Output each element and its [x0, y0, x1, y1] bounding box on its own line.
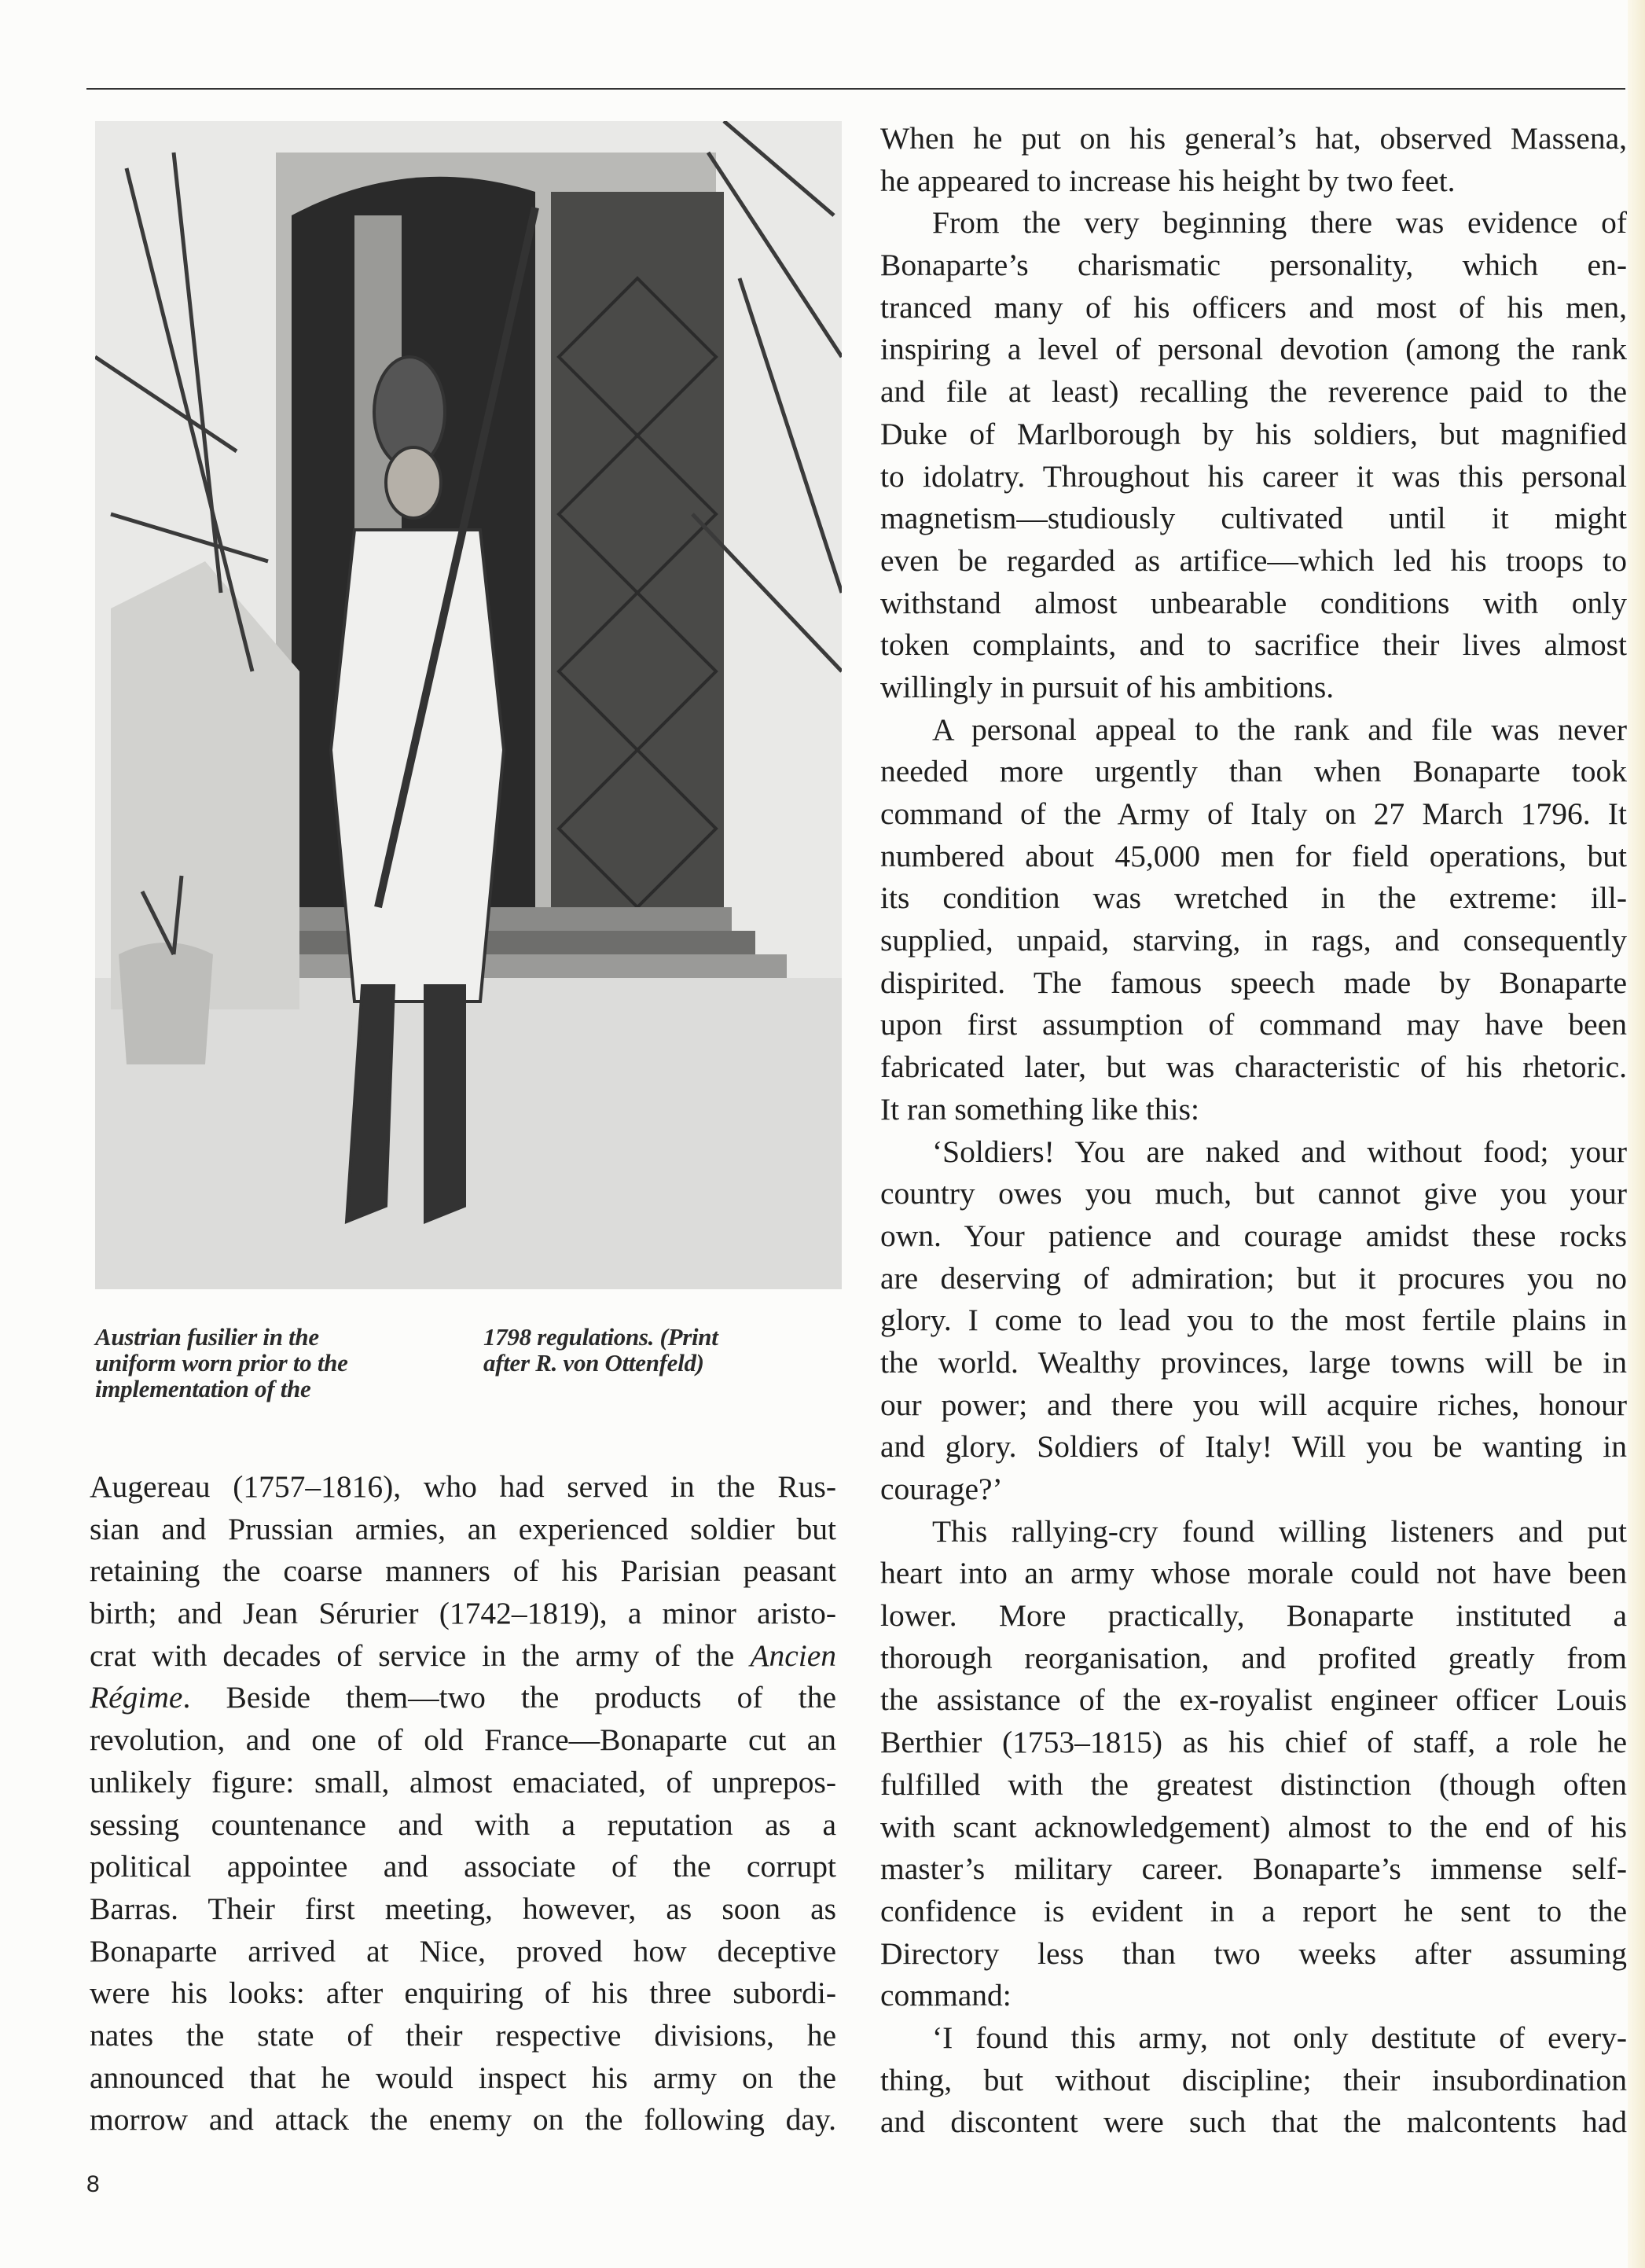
text-line: ‘Soldiers! You are naked and without food; your [932, 1134, 1627, 1169]
page-edge-shadow [1628, 0, 1645, 2268]
caption-line: after R. von Ottenfeld) [483, 1349, 704, 1377]
text-line: birth; and Jean Sérurier (1742–1819), a minor aristo- [90, 1596, 836, 1631]
text-line: Berthier (1753–1815) as his chief of staff, a role he [880, 1725, 1627, 1760]
text-line: token complaints, and to sacrifice their lives almost [880, 627, 1627, 663]
text-line: thing, but without discipline; their insubordination [880, 2062, 1627, 2097]
text-line: tranced many of his officers and most of his men, [880, 289, 1627, 325]
text-line: ‘I found this army, not only destitute of every- [932, 2020, 1627, 2055]
paragraph [880, 1131, 1627, 1511]
text-line: nates the state of their respective divisions, he [90, 2017, 836, 2053]
text-line: Bonaparte arrived at Nice, proved how deceptive [90, 1933, 836, 1968]
door [551, 192, 724, 970]
text-line: with scant acknowledgement) almost to the end of his [880, 1809, 1627, 1844]
text-line: unlikely figure: small, almost emaciated, of unprepos- [90, 1764, 836, 1799]
text-line: morrow and attack the enemy on the following day. [90, 2102, 836, 2138]
text-line: its condition was wretched in the extreme: ill- [880, 880, 1627, 916]
text-line: When he put on his general’s hat, observed Massena, [880, 121, 1627, 156]
text-line [90, 1635, 836, 1678]
paragraph [880, 2017, 1627, 2144]
text-line: command: [880, 1978, 1012, 2013]
text-line: and file at least) recalling the reverence paid to the [880, 374, 1627, 410]
text-line: supplied, unpaid, starving, in rags, and consequently [880, 923, 1627, 958]
text-line: fulfilled with the greatest distinction (though often [880, 1766, 1627, 1802]
header-rule [86, 88, 1625, 90]
text-line: Augereau (1757–1816), who had served in the Rus- [90, 1469, 836, 1504]
paragraph [880, 202, 1627, 708]
text-line: numbered about 45,000 men for field operations, but [880, 838, 1627, 873]
flower-pot [119, 943, 213, 1064]
caption-line: implementation of the [95, 1375, 311, 1402]
text-line: confidence is evident in a report he sent to the [880, 1893, 1627, 1928]
text-line: own. Your patience and courage amidst these rocks [880, 1218, 1627, 1253]
paragraph [880, 1511, 1627, 2017]
caption-line: Austrian fusilier in the [95, 1323, 319, 1351]
text-line: sian and Prussian armies, an experienced soldier but [90, 1511, 836, 1546]
illustration-austrian-fusilier [95, 121, 842, 1289]
text-line [90, 1677, 836, 1719]
text-line: This rallying-cry found willing listeners and put [932, 1513, 1627, 1549]
text-line: announced that he would inspect his army on the [90, 2060, 836, 2095]
text-line: It ran something like this: [880, 1091, 1199, 1127]
text-line: the world. Wealthy provinces, large towns will be in [880, 1344, 1627, 1380]
text-line: needed more urgently than when Bonaparte took [880, 754, 1627, 789]
text-line: retaining the coarse manners of his Parisian peasant [90, 1553, 836, 1589]
text-line: magnetism—studiously cultivated until it might [880, 501, 1627, 536]
text-line: Bonaparte’s charismatic personality, which en- [880, 248, 1627, 283]
text-line: country owes you much, but cannot give you your [880, 1176, 1627, 1211]
caption-line: 1798 regulations. (Print [483, 1323, 718, 1351]
page-number: 8 [86, 2171, 100, 2197]
text-segment: crat with decades of service in the army of the [90, 1638, 751, 1673]
text-line: and discontent were such that the malcontents had [880, 2104, 1627, 2140]
figure-caption-part-2 [483, 1324, 798, 1376]
text-line: courage?’ [880, 1472, 1003, 1506]
text-line: heart into an army whose morale could not have been [880, 1556, 1627, 1591]
text-line: master’s military career. Bonaparte’s immense self- [880, 1851, 1627, 1887]
text-line: From the very beginning there was evidence of [932, 205, 1627, 241]
text-line: sessing countenance and with a reputation as a [90, 1807, 836, 1842]
text-segment: . Beside them—two the products of the [182, 1680, 836, 1715]
text-line: are deserving of admiration; but it procures you no [880, 1260, 1627, 1296]
paragraph [880, 118, 1627, 202]
text-line: and glory. Soldiers of Italy! Will you be wanting in [880, 1429, 1627, 1465]
italic-text: Ancien [750, 1638, 836, 1673]
caption-line: uniform worn prior to the [95, 1349, 348, 1377]
text-line: even be regarded as artifice—which led his troops to [880, 542, 1627, 578]
text-line: fabricated later, but was characteristic of his rhetoric. [880, 1049, 1627, 1085]
text-line: the assistance of the ex-royalist engineer officer Louis [880, 1682, 1627, 1718]
text-line: withstand almost unbearable conditions with only [880, 585, 1627, 620]
figure-caption-part-1 [95, 1324, 394, 1402]
text-line: revolution, and one of old France—Bonaparte cut an [90, 1722, 836, 1758]
text-line: thorough reorganisation, and profited greatly from [880, 1640, 1627, 1675]
left-text-column [90, 1466, 836, 2141]
text-line: our power; and there you will acquire riches, honour [880, 1387, 1627, 1422]
text-line: lower. More practically, Bonaparte instituted a [880, 1598, 1627, 1634]
text-line: were his looks: after enquiring of his three subordi- [90, 1976, 836, 2011]
text-line: he appeared to increase his height by two feet. [880, 163, 1456, 198]
text-line: upon first assumption of command may have been [880, 1007, 1627, 1042]
text-line: political appointee and associate of the corrupt [90, 1849, 836, 1884]
right-text-column [880, 118, 1627, 2144]
text-line: Barras. Their first meeting, however, as soon as [90, 1891, 836, 1926]
text-line: Duke of Marlborough by his soldiers, but magnified [880, 416, 1627, 451]
text-line: command of the Army of Italy on 27 March 1796. It [880, 796, 1627, 831]
text-line: glory. I come to lead you to the most fertile plains in [880, 1303, 1627, 1338]
text-line: inspiring a level of personal devotion (among the rank [880, 332, 1627, 367]
text-line: to idolatry. Throughout his career it was this personal [880, 458, 1627, 494]
text-line: dispirited. The famous speech made by Bonaparte [880, 965, 1627, 1000]
text-line: Directory less than two weeks after assuming [880, 1935, 1627, 1971]
paragraph [90, 1466, 836, 2141]
text-line: A personal appeal to the rank and file was never [932, 711, 1627, 747]
text-line: willingly in pursuit of his ambitions. [880, 669, 1335, 704]
italic-text: Régime [90, 1680, 183, 1715]
paragraph [880, 709, 1627, 1131]
